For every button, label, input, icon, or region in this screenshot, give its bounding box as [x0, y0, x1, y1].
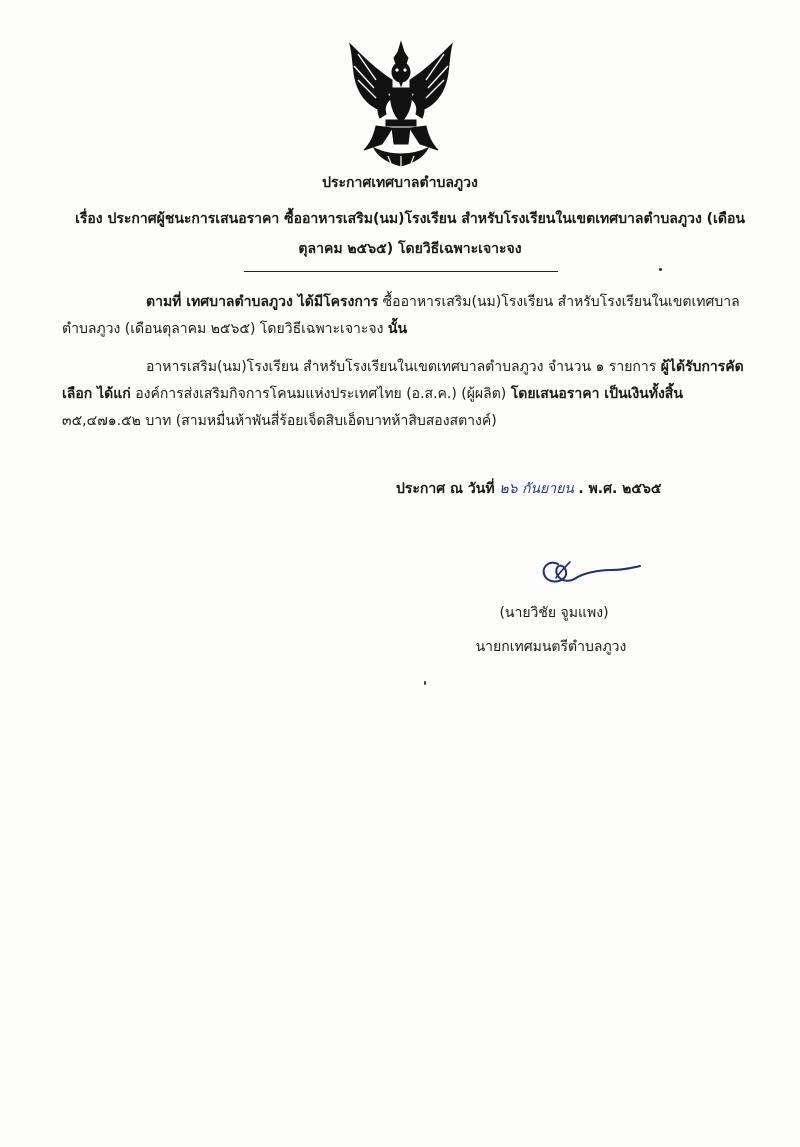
- para1-bold-project: ได้มีโครงการ: [297, 294, 379, 310]
- paragraph-1: [62, 289, 752, 343]
- date-month-handwritten: กันยายน: [517, 481, 579, 497]
- document-title: ประกาศเทศบาลตำบลภูวง: [322, 175, 478, 191]
- para2-selected-label: ผู้ได้รับการคัดเลือก ได้แก่: [62, 359, 744, 402]
- garuda-emblem-icon: [346, 40, 456, 168]
- para2-price-label: โดยเสนอราคา เป็นเงินทั้งสิ้น: [510, 386, 683, 402]
- signatory-name: (นายวิชัย จูมแพง): [499, 605, 609, 621]
- para2-amount: ๓๕,๔๗๑.๕๒ บาท (สามหมื่นห้าพันสี่ร้อยเจ็ดสิบเอ็ดบาทห้าสิบสองสตางค์): [62, 413, 497, 429]
- para1-ending: นั้น: [387, 321, 408, 337]
- speck-mark: [424, 681, 426, 685]
- para2-vendor: องค์การส่งเสริมกิจการโคนมแห่งประเทศไทย (อ.ส.ค.) (ผู้ผลิต): [130, 386, 511, 402]
- date-prefix: ประกาศ ณ วันที่: [396, 481, 500, 497]
- para2-item: อาหารเสริม(นม)โรงเรียน สำหรับโรงเรียนในเขตเทศบาลตำบลภูวง จำนวน ๑ รายการ: [146, 359, 661, 375]
- handwritten-signature-icon: [536, 556, 646, 590]
- signatory-position: นายกเทศมนตรีตำบลภูวง: [475, 639, 627, 655]
- para1-lead: ตามที่ เทศบาลตำบลภูวง: [146, 294, 298, 310]
- speck-mark: [659, 268, 662, 271]
- separator-line: [244, 271, 558, 272]
- document-subject: [70, 204, 750, 264]
- subject-line-2: ตุลาคม ๒๕๖๕) โดยวิธีเฉพาะเจาะจง: [298, 241, 522, 257]
- date-year: . พ.ศ. ๒๕๖๕: [578, 481, 662, 497]
- date-day-handwritten: ๒๖: [499, 481, 518, 497]
- para1-body: ซื้ออาหารเสริม(นม)โรงเรียน สำหรับโรงเรียนในเขตเทศบาลตำบลภูวง (เดือนตุลาคม ๒๕๖๕) โดยวิธีเฉพาะเจาะจง: [62, 294, 740, 337]
- subject-line-1: เรื่อง ประกาศผู้ชนะการเสนอราคา ซื้ออาหารเสริม(นม)โรงเรียน สำหรับโรงเรียนในเขตเทศบาลตำบลภูวง (เดือน: [75, 211, 745, 227]
- paragraph-2: [62, 354, 752, 435]
- announcement-date: [396, 478, 661, 500]
